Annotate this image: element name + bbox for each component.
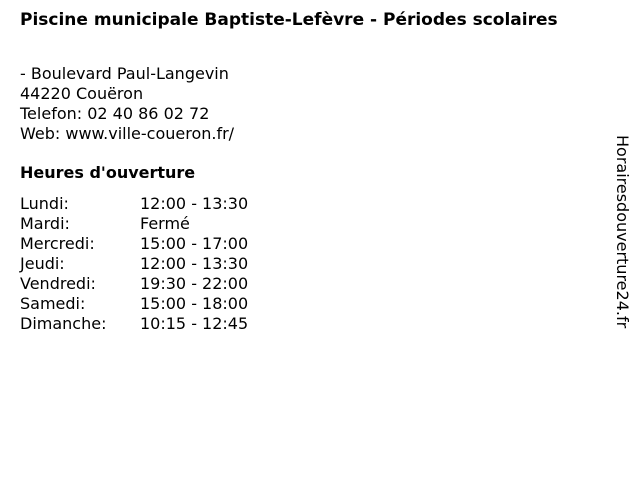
hours-row-sunday bbox=[20, 314, 248, 334]
day-label: Samedi: bbox=[20, 294, 86, 313]
time-value: 12:00 - 13:30 bbox=[140, 254, 249, 273]
hours-row-tuesday bbox=[20, 214, 248, 234]
opening-hours-table bbox=[20, 194, 248, 334]
day-label: Vendredi: bbox=[20, 274, 96, 293]
time-value: 15:00 - 17:00 bbox=[140, 234, 249, 253]
time-value: 19:30 - 22:00 bbox=[140, 274, 249, 293]
time-value: 15:00 - 18:00 bbox=[140, 294, 249, 313]
time-value: 10:15 - 12:45 bbox=[140, 314, 249, 333]
street-address: - Boulevard Paul-Langevin bbox=[20, 64, 229, 83]
day-label: Lundi: bbox=[20, 194, 69, 213]
hours-row-thursday bbox=[20, 254, 248, 274]
day-label: Mardi: bbox=[20, 214, 70, 233]
day-label: Jeudi: bbox=[20, 254, 65, 273]
website: Web: www.ville-coueron.fr/ bbox=[20, 124, 235, 143]
opening-hours-heading: Heures d'ouverture bbox=[20, 163, 196, 182]
time-value: 12:00 - 13:30 bbox=[140, 194, 249, 213]
time-value: Fermé bbox=[140, 214, 190, 233]
city-address: 44220 Couëron bbox=[20, 84, 144, 103]
day-label: Dimanche: bbox=[20, 314, 107, 333]
hours-row-friday bbox=[20, 274, 248, 294]
page-title: Piscine municipale Baptiste-Lefèvre - Périodes scolaires bbox=[20, 10, 558, 30]
address-block bbox=[20, 64, 234, 144]
brand-watermark: Horairesdouverture24.fr bbox=[613, 135, 632, 329]
hours-row-monday bbox=[20, 194, 248, 214]
hours-row-wednesday bbox=[20, 234, 248, 254]
day-label: Mercredi: bbox=[20, 234, 95, 253]
hours-row-saturday bbox=[20, 294, 248, 314]
phone-number: Telefon: 02 40 86 02 72 bbox=[20, 104, 210, 123]
